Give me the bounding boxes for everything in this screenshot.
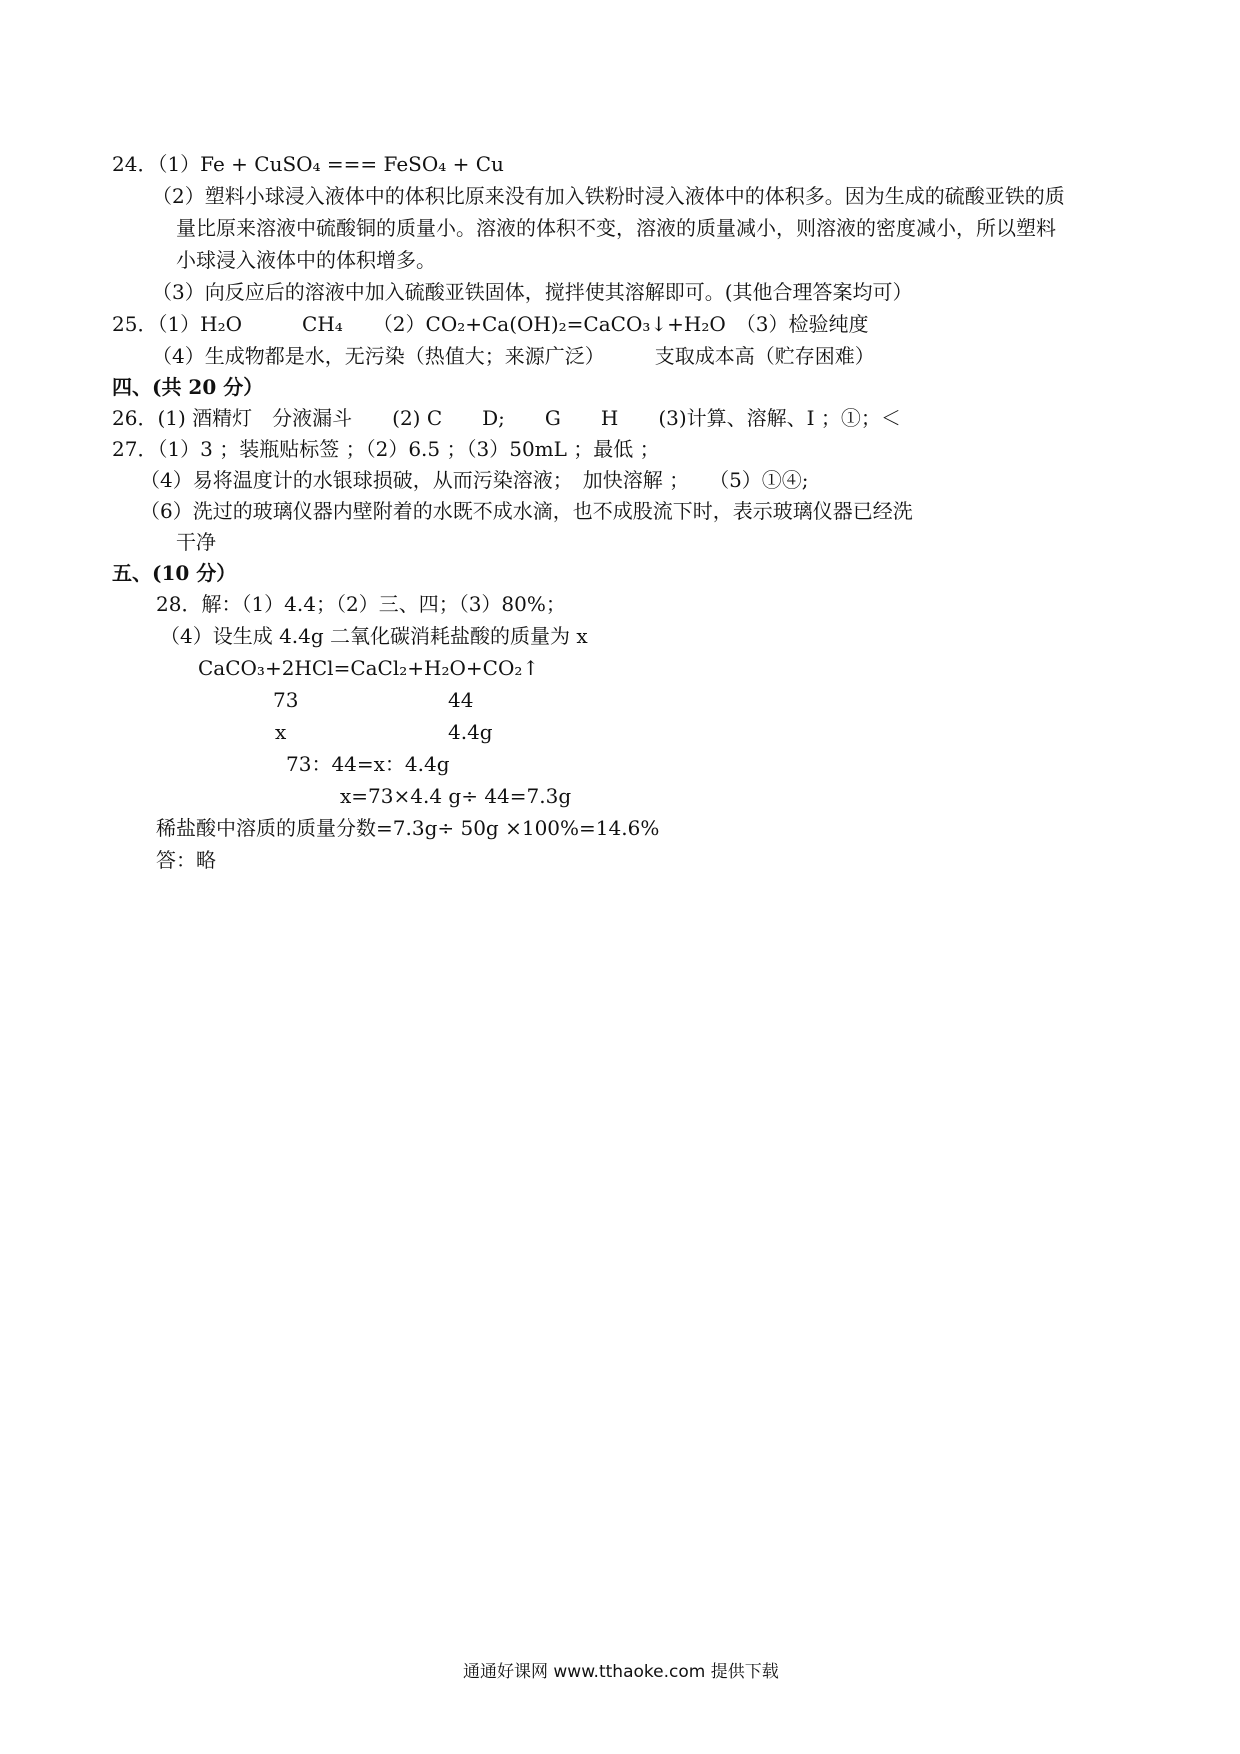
q28-ratio-x: x — [275, 720, 287, 744]
q28-equation: CaCO₃+2HCl=CaCl₂+H₂O+CO₂↑ — [198, 656, 540, 680]
q27-line4: 干净 — [176, 530, 216, 554]
q26: 26．(1) 酒精灯 分液漏斗 (2) C D; G H (3)计算、溶解、I ；①；＜ — [112, 406, 901, 430]
q25-line1: 25．（1）H₂O CH₄ （2）CO₂+Ca(OH)₂=CaCO₃↓+H₂O （3）检验纯度 — [112, 312, 869, 336]
q25-line2: （4）生成物都是水，无污染（热值大；来源广泛） 支取成本高（贮存困难） — [152, 344, 875, 368]
q24-part2-line2: 量比原来溶液中硫酸铜的质量小。溶液的体积不变，溶液的质量减小，则溶液的密度减小，所以塑料 — [176, 216, 1056, 240]
q28-ratio-44: 44 — [448, 688, 474, 712]
q28-answer: 答：略 — [156, 848, 216, 872]
q28-proportion: 73：44=x：4.4g — [286, 752, 450, 776]
page-footer: 通通好课网 www.tthaoke.com 提供下载 — [463, 1662, 779, 1682]
q28-mass-fraction: 稀盐酸中溶质的质量分数=7.3g÷ 50g ×100%=14.6% — [156, 816, 660, 840]
q28-ratio-73: 73 — [273, 688, 299, 712]
q24-part2-line1: （2）塑料小球浸入液体中的体积比原来没有加入铁粉时浸入液体中的体积多。因为生成的硫酸亚铁的质 — [152, 184, 1065, 208]
q24-part2-line3: 小球浸入液体中的体积增多。 — [176, 248, 436, 272]
section-four-heading: 四、(共 20 分） — [112, 375, 264, 399]
q24-part3: （3）向反应后的溶液中加入硫酸亚铁固体，搅拌使其溶解即可。(其他合理答案均可） — [152, 280, 913, 304]
q28-line2: （4）设生成 4.4g 二氧化碳消耗盐酸的质量为 x — [160, 624, 588, 648]
q27-line2: （4）易将温度计的水银球损破，从而污染溶液； 加快溶解 ； （5）①④; — [140, 468, 809, 492]
q24-part1: 24．（1）Fe + CuSO₄ === FeSO₄ + Cu — [112, 152, 504, 176]
section-five-heading: 五、(10 分） — [112, 561, 237, 585]
q27-line1: 27．（1）3 ；装瓶贴标签 ；（2）6.5 ；（3）50mL ；最低 ； — [112, 437, 660, 461]
q28-line1: 28．解：（1）4.4；（2）三、四；（3）80%； — [156, 592, 566, 616]
q28-ratio-4.4g: 4.4g — [448, 720, 493, 744]
q27-line3: （6）洗过的玻璃仪器内壁附着的水既不成水滴，也不成股流下时，表示玻璃仪器已经洗 — [140, 499, 913, 523]
q28-solve-x: x=73×4.4 g÷ 44=7.3g — [340, 784, 572, 808]
